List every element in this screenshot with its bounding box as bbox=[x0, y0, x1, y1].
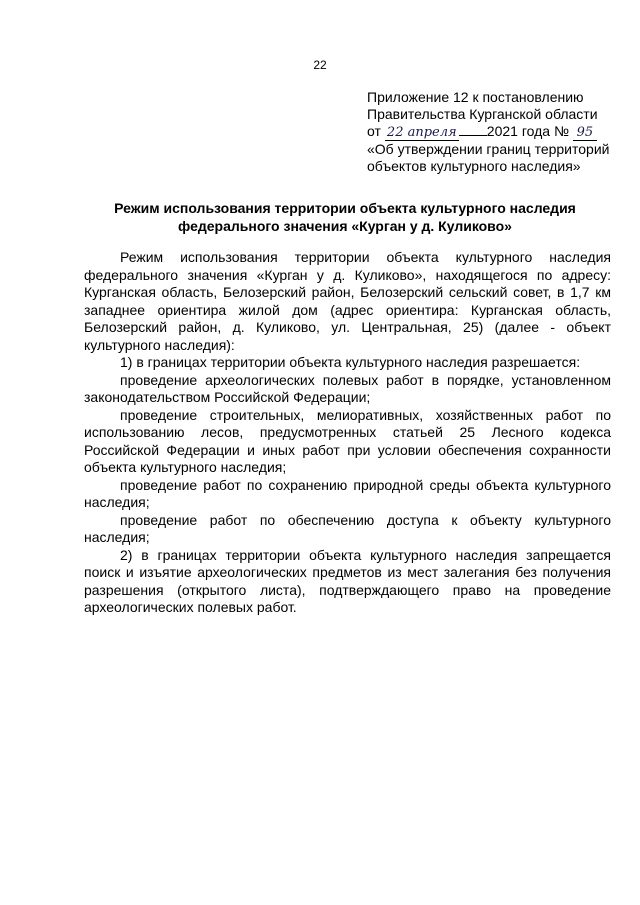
paragraph: 1) в границах территории объекта культурного наследия разрешается: bbox=[120, 354, 581, 370]
paragraph: проведение строительных, мелиоративных, хозяйственных работ по использованию лесов, предусмотренных статьей 25 Лесного кодекса Российской Федерации и иных работ при условии обеспечения сохранности объекта культурного наследия; bbox=[84, 406, 611, 475]
appendix-block bbox=[367, 89, 627, 175]
appendix-line-4: «Об утверждении границ территорий bbox=[367, 141, 610, 157]
appendix-date-line bbox=[367, 123, 627, 141]
appendix-line-2: Правительства Курганской области bbox=[367, 106, 598, 122]
date-underline bbox=[459, 123, 487, 136]
paragraph: проведение работ по обеспечению доступа к объекту культурного наследия; bbox=[84, 511, 611, 545]
document-title bbox=[80, 199, 610, 235]
appendix-line-1: Приложение 12 к постановлению bbox=[367, 89, 584, 105]
handwritten-number: 95 bbox=[573, 126, 597, 141]
appendix-from-prefix: от bbox=[367, 123, 381, 139]
appendix-line-5: объектов культурного наследия» bbox=[367, 158, 581, 174]
paragraph: проведение археологических полевых работ в порядке, установленном законодательством Российской Федерации; bbox=[84, 371, 611, 405]
title-line-2: федерального значения «Курган у д. Куликово» bbox=[178, 218, 512, 234]
paragraph: 2) в границах территории объекта культурного наследия запрещается поиск и изъятие археологических предметов из мест залегания без получения разрешения (открытого листа), подтверждающего право на проведение археологических полевых работ. bbox=[84, 546, 611, 615]
handwritten-date: 22 апреля bbox=[385, 126, 459, 141]
paragraph: проведение работ по сохранению природной среды объекта культурного наследия; bbox=[84, 476, 611, 510]
page-number: 22 bbox=[313, 58, 327, 72]
document-body bbox=[84, 249, 611, 617]
appendix-year-text: 2021 года № bbox=[486, 123, 569, 139]
title-line-1: Режим использования территории объекта культурного наследия bbox=[114, 200, 576, 216]
paragraph: Режим использования территории объекта культурного наследия федерального значения «Курган у д. Куликово», находящегося по адресу: Курганская область, Белозерский район, Белозерский сельский совет, в 1,7 км западнее ориентира жилой дом (адрес ориентира: Курганская область, Белозерский район, д. Куликово, ул. Центральная, 25) (далее - объект культурного наследия): bbox=[84, 249, 611, 353]
